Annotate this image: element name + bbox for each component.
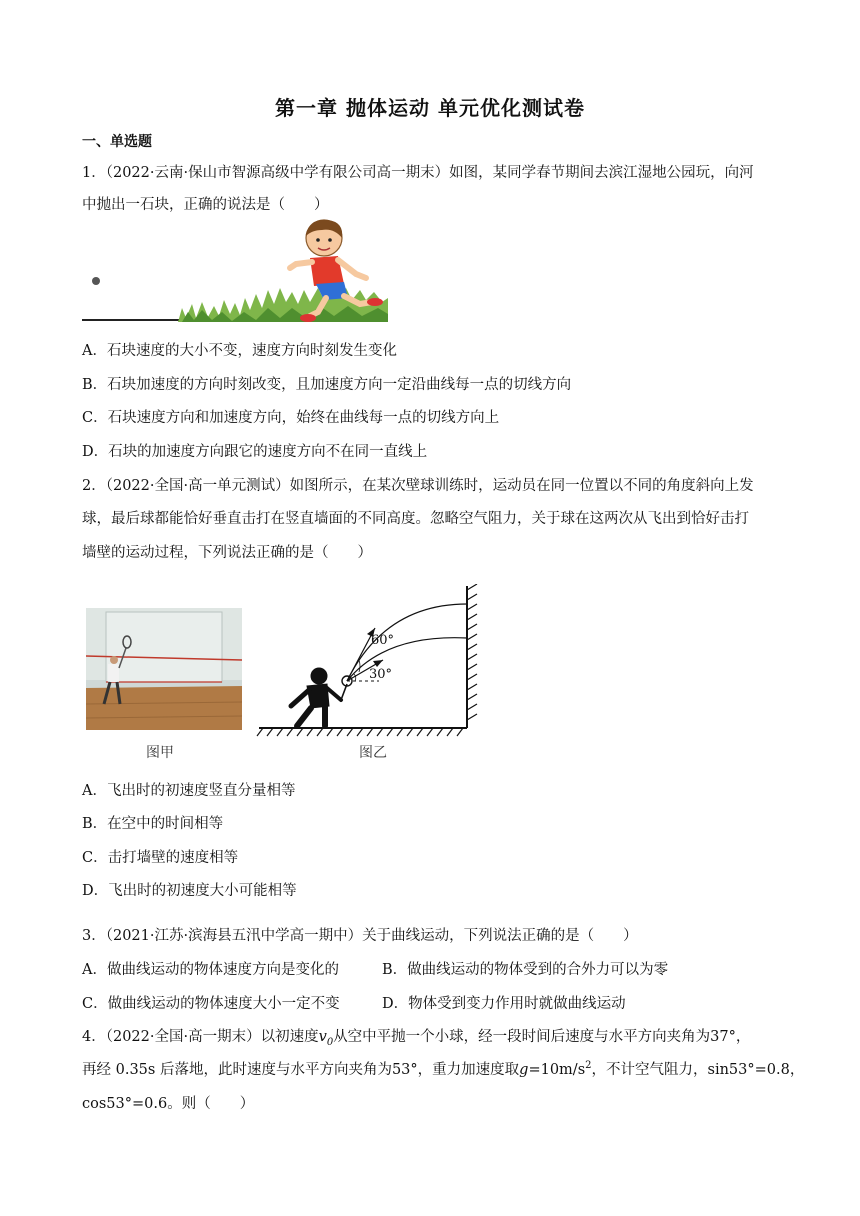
figure-caption-a: 图甲 xyxy=(146,745,174,761)
stone-icon xyxy=(92,277,100,285)
q2-stem-line1: 2．（2022·全国·高一单元测试）如图所示，在某次壁球训练时，运动员在同一位置以不同的角度斜向上发 xyxy=(82,478,754,494)
q1-stem-line1: 1．（2022·云南·保山市智源高级中学有限公司高一期末）如图，某同学春节期间去滨江湿地公园玩，向河 xyxy=(82,165,754,181)
q3-stem-line1: 3．（2021·江苏·滨海县五汛中学高一期中）关于曲线运动，下列说法正确的是（ ） xyxy=(82,928,638,944)
q1-option-b: B．石块加速度的方向时刻改变，且加速度方向一定沿曲线每一点的切线方向 xyxy=(82,377,572,393)
q2-stem-line3: 墙壁的运动过程，下列说法正确的是（ ） xyxy=(82,545,372,561)
q2-option-c: C．击打墙壁的速度相等 xyxy=(82,850,239,866)
g-symbol: g xyxy=(519,1062,529,1078)
q2-stem-line2: 球，最后球都能恰好垂直击打在竖直墙面的不同高度。忽略空气阻力，关于球在这两次从飞出到恰好击打 xyxy=(82,511,749,527)
q3-option-b: B．做曲线运动的物体受到的合外力可以为零 xyxy=(382,962,669,978)
squash-court-photo xyxy=(86,608,242,730)
q2-option-a: A．飞出时的初速度竖直分量相等 xyxy=(82,783,296,799)
q4-stem-line2: 再经 0.35s 后落地，此时速度与水平方向夹角为53°，重力加速度取$g=10m/s^2$，不计空气阻力，sin53°=0.8， xyxy=(82,1060,805,1078)
q1-stem-line2: 中抛出一石块，正确的说法是（ ） xyxy=(82,197,329,213)
angle-30-label: 30° xyxy=(369,667,393,682)
q1-boy-throwing-stone-figure xyxy=(82,218,392,326)
figure-caption-b: 图乙 xyxy=(359,745,387,761)
q4-stem-line1: 4．（2022·全国·高一期末）以初速度$v_0$从空中平抛一个小球，经一段时间后速度与水平方向夹角为37°， xyxy=(82,1029,751,1048)
q1-option-c: C．石块速度方向和加速度方向，始终在曲线每一点的切线方向上 xyxy=(82,410,500,426)
q2-option-d: D．飞出时的初速度大小可能相等 xyxy=(82,883,297,899)
v0-symbol: v xyxy=(318,1029,327,1045)
section-heading: 一、单选题 xyxy=(82,134,152,150)
q3-option-d: D．物体受到变力作用时就做曲线运动 xyxy=(382,996,626,1012)
angle-60-label: 60° xyxy=(371,633,395,648)
q3-option-a: A．做曲线运动的物体速度方向是变化的 xyxy=(82,962,339,978)
q4-stem-line3: cos53°=0.6。则（ ） xyxy=(82,1096,255,1112)
wall-ball-trajectory-diagram xyxy=(255,584,487,740)
athlete-silhouette-icon xyxy=(291,668,341,726)
q1-option-d: D．石块的加速度方向跟它的速度方向不在同一直线上 xyxy=(82,444,428,460)
q1-option-a: A．石块速度的大小不变，速度方向时刻发生变化 xyxy=(82,343,397,359)
q2-option-b: B．在空中的时间相等 xyxy=(82,816,224,832)
q3-option-c: C．做曲线运动的物体速度大小一定不变 xyxy=(82,996,340,1012)
page-title: 第一章 抛体运动 单元优化测试卷 xyxy=(275,96,585,120)
